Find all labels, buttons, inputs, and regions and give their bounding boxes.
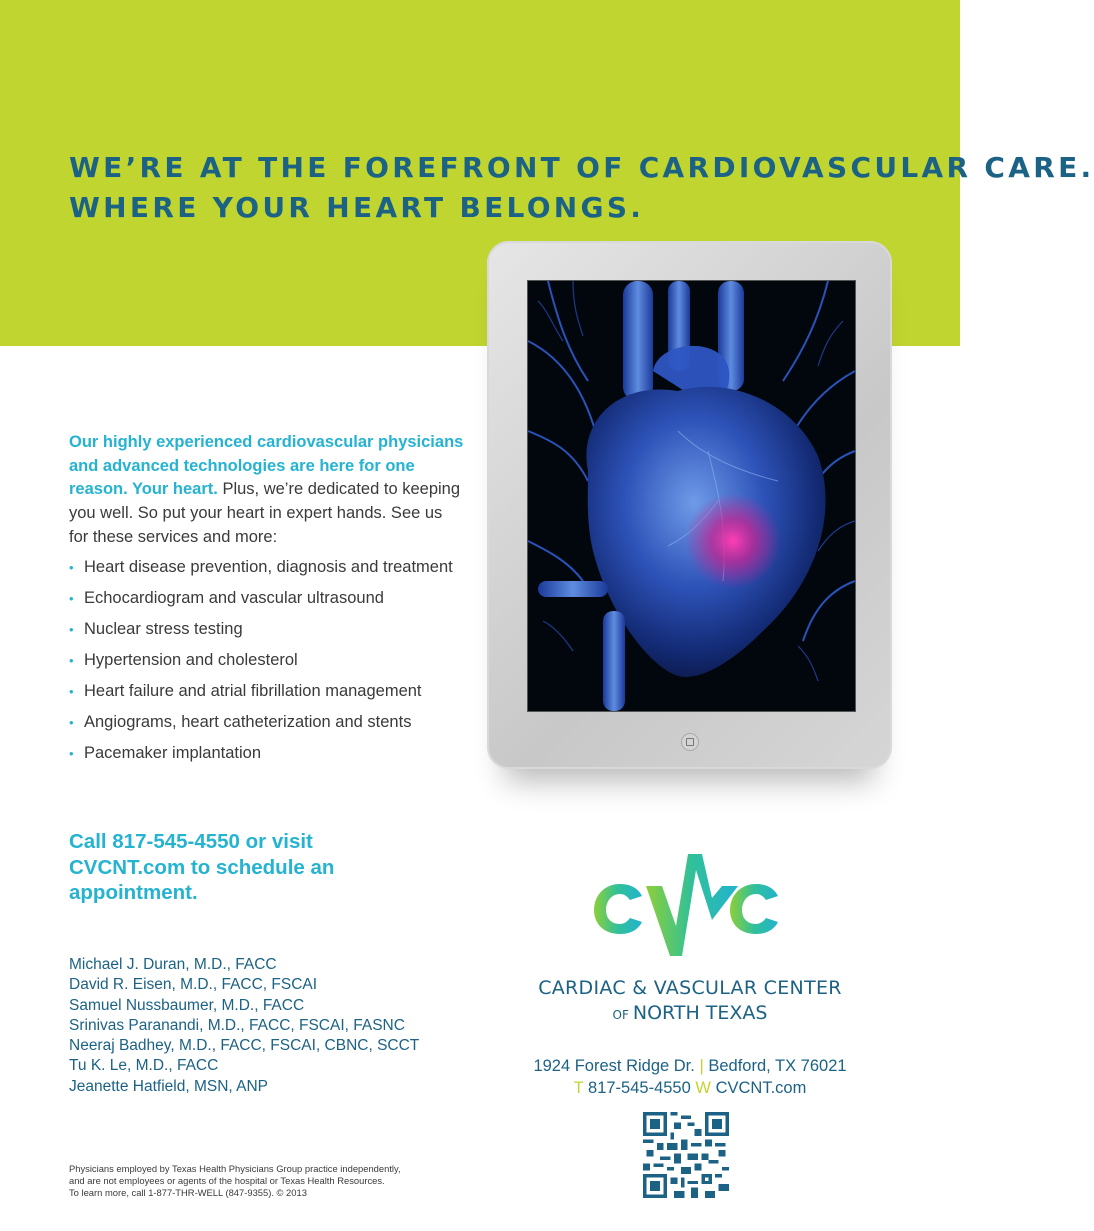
tablet-home-button	[681, 733, 699, 751]
intro-lead: Our highly experienced cardiovascular physicians and advanced technologies are here for one reason. Your heart.	[69, 433, 464, 499]
service-item: • Nuclear stress testing	[69, 618, 469, 642]
cvc-logo	[590, 850, 780, 960]
street-address: 1924 Forest Ridge Dr.	[533, 1057, 695, 1075]
disclaimer-line: and are not employees or agents of the hospital or Texas Health Resources.	[69, 1175, 385, 1186]
physician-name: Samuel Nussbaumer, M.D., FACC	[69, 996, 305, 1014]
phone-key: T	[573, 1079, 584, 1097]
service-item: • Pacemaker implantation	[69, 742, 469, 766]
disclaimer	[69, 1163, 449, 1199]
service-item: • Hypertension and cholesterol	[69, 649, 469, 673]
physician-name: Michael J. Duran, M.D., FACC	[69, 956, 277, 973]
disclaimer-line: Physicians employed by Texas Health Physicians Group practice independently,	[69, 1163, 401, 1174]
phone-number[interactable]: 817-545-4550	[588, 1079, 691, 1097]
center-name-of: OF	[612, 1008, 629, 1022]
physician-name: Neeraj Badhey, M.D., FACC, FSCAI, CBNC, SCCT	[69, 1037, 420, 1055]
services-list	[69, 556, 469, 773]
physician-name: Tu K. Le, M.D., FACC	[69, 1057, 219, 1075]
website-link[interactable]: CVCNT.com	[715, 1079, 807, 1097]
intro-paragraph	[69, 431, 464, 550]
physician-name: Jeanette Hatfield, MSN, ANP	[69, 1077, 269, 1095]
headline-line-1: WE’RE AT THE FOREFRONT OF CARDIOVASCULAR CARE.	[69, 151, 1094, 184]
address-separator: |	[699, 1057, 704, 1075]
disclaimer-line: To learn more, call 1-877-THR-WELL (847-9355). © 2013	[69, 1187, 307, 1198]
center-name-line-1: CARDIAC & VASCULAR CENTER	[538, 977, 842, 999]
service-item: • Echocardiogram and vascular ultrasound	[69, 587, 469, 611]
tablet-device	[487, 241, 892, 769]
center-name	[530, 976, 850, 1028]
headline-line-2: WHERE YOUR HEART BELONGS.	[69, 191, 645, 224]
heart-illustration	[527, 280, 856, 712]
intro-body: Plus, we’re dedicated to keeping you well. So put your heart in expert hands. See us for these services and more:	[69, 480, 461, 546]
physician-name: David R. Eisen, M.D., FACC, FSCAI	[69, 976, 318, 994]
web-key: W	[695, 1079, 711, 1097]
contact-block	[500, 1055, 880, 1099]
physician-list	[69, 955, 419, 1097]
qr-code[interactable]	[643, 1112, 729, 1198]
service-item: • Heart disease prevention, diagnosis and treatment	[69, 556, 469, 580]
call-to-action: Call 817-545-4550 or visit CVCNT.com to schedule an appointment.	[69, 830, 335, 904]
service-item: • Heart failure and atrial fibrillation management	[69, 680, 469, 704]
physician-name: Srinivas Paranandi, M.D., FACC, FSCAI, FASNC	[69, 1016, 405, 1034]
service-item: • Angiograms, heart catheterization and stents	[69, 711, 469, 735]
city-state-zip: Bedford, TX 76021	[708, 1057, 847, 1075]
headline	[69, 148, 1094, 228]
center-name-line-2: NORTH TEXAS	[632, 1002, 768, 1024]
